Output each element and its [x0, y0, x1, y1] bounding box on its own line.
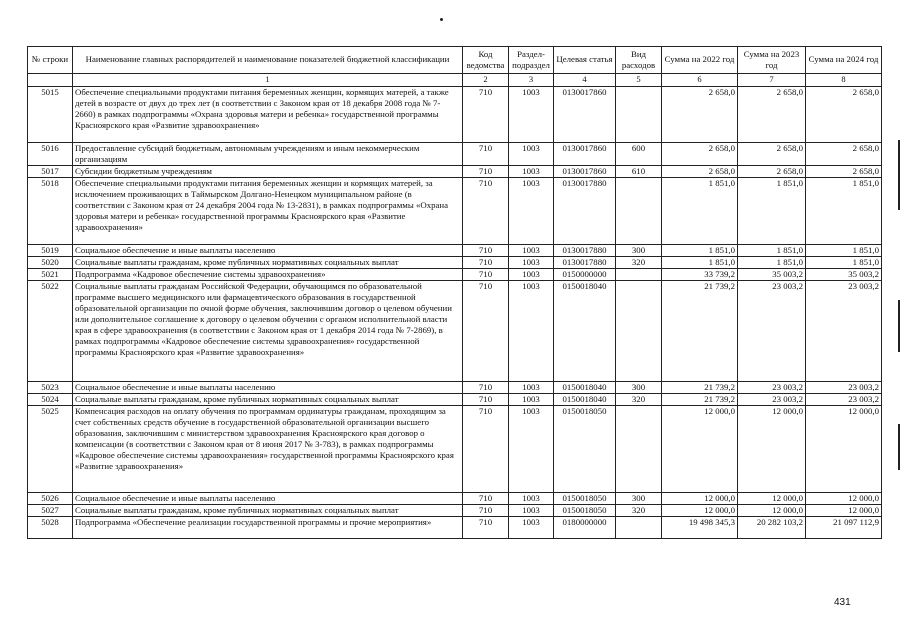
row-target-article: 0150000000: [554, 268, 616, 280]
row-expense-type: [616, 268, 662, 280]
row-target-article: 0150018040: [554, 393, 616, 405]
row-sum-2022: 19 498 345,3: [662, 516, 738, 538]
row-target-article: 0130017860: [554, 165, 616, 177]
column-number: 4: [554, 74, 616, 87]
row-dept-code: 710: [463, 405, 509, 492]
table-row: [28, 280, 882, 381]
row-section: 1003: [509, 165, 554, 177]
table-row: [28, 165, 882, 177]
row-number: 5017: [28, 165, 73, 177]
budget-table: [27, 46, 882, 539]
row-sum-2023: 12 000,0: [738, 405, 806, 492]
row-sum-2022: 1 851,0: [662, 256, 738, 268]
row-number: 5020: [28, 256, 73, 268]
row-section: 1003: [509, 516, 554, 538]
row-number: 5022: [28, 280, 73, 381]
table-row: [28, 256, 882, 268]
header-row-number: № строки: [28, 47, 73, 74]
header-name: Наименование главных распорядителей и наименование показателей бюджетной классификации: [73, 47, 463, 74]
row-sum-2023: 12 000,0: [738, 504, 806, 516]
row-dept-code: 710: [463, 492, 509, 504]
row-name: Социальные выплаты гражданам, кроме публичных нормативных социальных выплат: [73, 393, 463, 405]
row-expense-type: [616, 516, 662, 538]
table-row: [28, 492, 882, 504]
table-row: [28, 504, 882, 516]
row-number: 5023: [28, 381, 73, 393]
row-number: 5026: [28, 492, 73, 504]
table-row: [28, 405, 882, 492]
table-row: [28, 393, 882, 405]
row-dept-code: 710: [463, 86, 509, 142]
row-expense-type: [616, 86, 662, 142]
column-number: 8: [806, 74, 882, 87]
row-dept-code: 710: [463, 516, 509, 538]
row-section: 1003: [509, 244, 554, 256]
row-sum-2023: 2 658,0: [738, 165, 806, 177]
row-target-article: 0150018050: [554, 504, 616, 516]
row-target-article: 0150018040: [554, 280, 616, 381]
table-row: [28, 177, 882, 244]
scan-edge-mark: [898, 140, 900, 210]
row-dept-code: 710: [463, 244, 509, 256]
row-sum-2022: 21 739,2: [662, 280, 738, 381]
header-dept-code: Код ведомства: [463, 47, 509, 74]
row-section: 1003: [509, 492, 554, 504]
header-sum-2022: Сумма на 2022 год: [662, 47, 738, 74]
row-target-article: 0130017880: [554, 256, 616, 268]
row-sum-2024: 2 658,0: [806, 165, 882, 177]
table-row: [28, 142, 882, 165]
row-name: Социальные выплаты гражданам Российской Федерации, обучающимся по образовательной программе высшего медицинского или фармацевтического образования в государственной образовательной организации по очной форме обучения, заключившим договор о целевом обучении или дополнительное соглашение к договору о целевом обучении с органом исполнительной власти края в сфере здравоохранения (в соответствии с Законом края от 1 декабря 2014 года № 7-2869), в рамках подпрограммы «Кадровое обеспечение системы здравоохранения» государственной программы Красноярского края «Развитие здравоохранения»: [73, 280, 463, 381]
header-target-article: Целевая статья: [554, 47, 616, 74]
scan-edge-mark: [898, 424, 900, 470]
row-sum-2022: 1 851,0: [662, 177, 738, 244]
row-dept-code: 710: [463, 142, 509, 165]
row-expense-type: [616, 177, 662, 244]
row-sum-2023: 23 003,2: [738, 280, 806, 381]
row-sum-2022: 33 739,2: [662, 268, 738, 280]
row-sum-2023: 23 003,2: [738, 393, 806, 405]
row-sum-2022: 12 000,0: [662, 492, 738, 504]
row-expense-type: 320: [616, 256, 662, 268]
scan-dot: [440, 18, 443, 21]
row-dept-code: 710: [463, 381, 509, 393]
row-name: Субсидии бюджетным учреждениям: [73, 165, 463, 177]
row-expense-type: 300: [616, 492, 662, 504]
row-sum-2022: 21 739,2: [662, 381, 738, 393]
row-sum-2023: 35 003,2: [738, 268, 806, 280]
row-number: 5027: [28, 504, 73, 516]
row-name: Обеспечение специальными продуктами питания беременных женщин, кормящих матерей, а также детей в возрасте от двух до трех лет (в соответствии с Законом края от 18 декабря 2008 года № 7-2660) в рамках подпрограммы «Охрана здоровья матери и ребенка» государственной программы Красноярского края «Развитие здравоохранения»: [73, 86, 463, 142]
row-number: 5028: [28, 516, 73, 538]
row-sum-2022: 2 658,0: [662, 142, 738, 165]
row-sum-2023: 1 851,0: [738, 256, 806, 268]
header-expense-type: Вид расходов: [616, 47, 662, 74]
row-dept-code: 710: [463, 256, 509, 268]
row-target-article: 0150018040: [554, 381, 616, 393]
row-target-article: 0180000000: [554, 516, 616, 538]
row-sum-2024: 12 000,0: [806, 405, 882, 492]
row-dept-code: 710: [463, 177, 509, 244]
row-sum-2023: 1 851,0: [738, 244, 806, 256]
row-expense-type: 300: [616, 244, 662, 256]
row-number: 5021: [28, 268, 73, 280]
row-sum-2024: 23 003,2: [806, 280, 882, 381]
row-expense-type: [616, 280, 662, 381]
table-row: [28, 516, 882, 538]
row-expense-type: 320: [616, 393, 662, 405]
row-sum-2024: 1 851,0: [806, 177, 882, 244]
row-sum-2024: 2 658,0: [806, 86, 882, 142]
row-sum-2024: 23 003,2: [806, 393, 882, 405]
row-section: 1003: [509, 381, 554, 393]
row-section: 1003: [509, 405, 554, 492]
row-target-article: 0130017860: [554, 142, 616, 165]
row-name: Подпрограмма «Кадровое обеспечение системы здравоохранения»: [73, 268, 463, 280]
row-section: 1003: [509, 177, 554, 244]
row-sum-2022: 1 851,0: [662, 244, 738, 256]
row-sum-2023: 23 003,2: [738, 381, 806, 393]
row-section: 1003: [509, 256, 554, 268]
column-number: 6: [662, 74, 738, 87]
row-sum-2024: 35 003,2: [806, 268, 882, 280]
table-header-row: [28, 47, 882, 74]
row-sum-2022: 2 658,0: [662, 165, 738, 177]
header-sum-2023: Сумма на 2023 год: [738, 47, 806, 74]
row-target-article: 0130017880: [554, 244, 616, 256]
row-sum-2023: 2 658,0: [738, 86, 806, 142]
row-target-article: 0130017880: [554, 177, 616, 244]
row-name: Обеспечение специальными продуктами питания беременных женщин и кормящих матерей, за исключением проживающих в Таймырском Долгано-Ненецком муниципальном районе (в соответствии с Законом края от 24 декабря 2004 года № 13-2831), в рамках подпрограммы «Охрана здоровья матери и ребенка» государственной программы Красноярского края «Развитие здравоохранения»: [73, 177, 463, 244]
table-row: [28, 268, 882, 280]
table-row: [28, 244, 882, 256]
column-number-row: [28, 74, 882, 87]
table-row: [28, 381, 882, 393]
row-target-article: 0150018050: [554, 492, 616, 504]
row-section: 1003: [509, 142, 554, 165]
row-expense-type: 600: [616, 142, 662, 165]
row-sum-2024: 1 851,0: [806, 244, 882, 256]
row-dept-code: 710: [463, 165, 509, 177]
row-section: 1003: [509, 504, 554, 516]
row-name: Социальное обеспечение и иные выплаты населению: [73, 381, 463, 393]
table-row: [28, 86, 882, 142]
row-sum-2023: 12 000,0: [738, 492, 806, 504]
row-sum-2022: 2 658,0: [662, 86, 738, 142]
row-expense-type: 300: [616, 381, 662, 393]
row-sum-2022: 12 000,0: [662, 405, 738, 492]
row-sum-2023: 20 282 103,2: [738, 516, 806, 538]
row-expense-type: [616, 405, 662, 492]
row-sum-2023: 2 658,0: [738, 142, 806, 165]
row-number: 5018: [28, 177, 73, 244]
row-name: Социальные выплаты гражданам, кроме публичных нормативных социальных выплат: [73, 256, 463, 268]
row-dept-code: 710: [463, 504, 509, 516]
row-number: 5015: [28, 86, 73, 142]
row-dept-code: 710: [463, 280, 509, 381]
row-target-article: 0130017860: [554, 86, 616, 142]
row-sum-2024: 12 000,0: [806, 492, 882, 504]
row-number: 5016: [28, 142, 73, 165]
column-number: 7: [738, 74, 806, 87]
row-sum-2024: 2 658,0: [806, 142, 882, 165]
row-number: 5025: [28, 405, 73, 492]
row-sum-2022: 12 000,0: [662, 504, 738, 516]
row-sum-2022: 21 739,2: [662, 393, 738, 405]
column-number: 3: [509, 74, 554, 87]
row-name: Подпрограмма «Обеспечение реализации государственной программы и прочие мероприятия»: [73, 516, 463, 538]
row-section: 1003: [509, 393, 554, 405]
row-name: Социальное обеспечение и иные выплаты населению: [73, 492, 463, 504]
page-number: 431: [834, 597, 851, 608]
row-section: 1003: [509, 86, 554, 142]
row-target-article: 0150018050: [554, 405, 616, 492]
row-name: Социальные выплаты гражданам, кроме публичных нормативных социальных выплат: [73, 504, 463, 516]
column-number: 2: [463, 74, 509, 87]
row-sum-2024: 1 851,0: [806, 256, 882, 268]
row-dept-code: 710: [463, 393, 509, 405]
row-name: Социальное обеспечение и иные выплаты населению: [73, 244, 463, 256]
column-number: 1: [73, 74, 463, 87]
row-number: 5019: [28, 244, 73, 256]
row-expense-type: 610: [616, 165, 662, 177]
header-section: Раздел-подраздел: [509, 47, 554, 74]
row-name: Предоставление субсидий бюджетным, автономным учреждениям и иным некоммерческим организациям: [73, 142, 463, 165]
header-sum-2024: Сумма на 2024 год: [806, 47, 882, 74]
row-sum-2024: 12 000,0: [806, 504, 882, 516]
row-sum-2024: 21 097 112,9: [806, 516, 882, 538]
row-sum-2024: 23 003,2: [806, 381, 882, 393]
row-section: 1003: [509, 268, 554, 280]
column-number: 5: [616, 74, 662, 87]
row-section: 1003: [509, 280, 554, 381]
row-expense-type: 320: [616, 504, 662, 516]
scan-edge-mark: [898, 300, 900, 352]
row-name: Компенсация расходов на оплату обучения по программам ординатуры гражданам, проходящим за счет собственных средств обучение в государственной образовательной организации высшего образования, заключившим с министерством здравоохранения Красноярского края договор о компенсации (в соответствии с Законом края от 8 июня 2017 № 3-783), в рамках подпрограммы «Кадровое обеспечение системы здравоохранения» государственной программы Красноярского края «Развитие здравоохранения»: [73, 405, 463, 492]
row-dept-code: 710: [463, 268, 509, 280]
row-number: 5024: [28, 393, 73, 405]
row-sum-2023: 1 851,0: [738, 177, 806, 244]
